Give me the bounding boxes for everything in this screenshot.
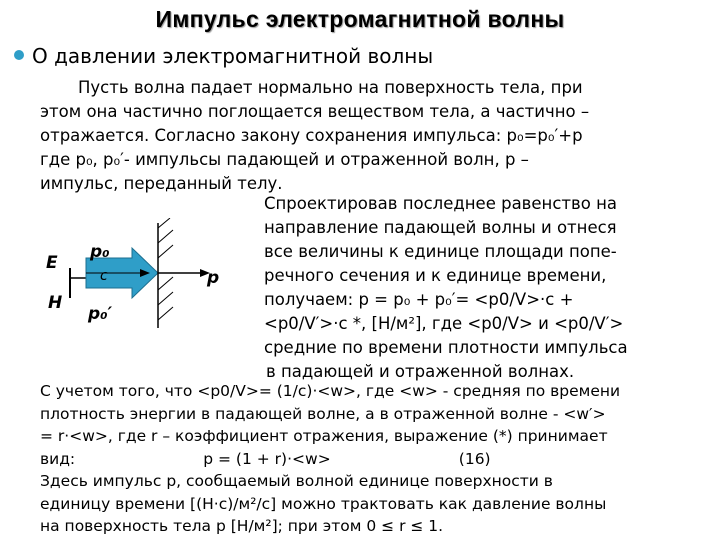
bullet-heading xyxy=(14,44,433,68)
paragraph-1-line: импульс, переданный телу. xyxy=(40,174,283,193)
label-c: c xyxy=(100,268,108,284)
paragraph-1-line: этом она частично поглощается веществом тела, а частично – xyxy=(40,102,590,121)
paragraph-2-line: речного сечения и к единице времени, xyxy=(264,266,607,285)
paragraph-3-line: вид: p = (1 + r)·<w> (16) xyxy=(40,449,491,468)
paragraph-3-line: на поверхность тела p [Н/м²]; при этом 0 ≤ r ≤ 1. xyxy=(40,517,444,535)
paragraph-1 xyxy=(40,76,672,196)
paragraph-3-line: С учетом того, что <p0/V>= (1/c)·<w>, где <w> - средняя по времени xyxy=(40,382,621,400)
paragraph-1-line: где p₀, p₀′- импульсы падающей и отраженной волн, p – xyxy=(40,150,529,169)
label-p: p xyxy=(207,268,220,288)
bullet-dot-icon xyxy=(14,50,24,60)
label-p0: p₀ xyxy=(90,242,110,262)
paragraph-2-line: направление падающей волны и отнеся xyxy=(264,218,617,237)
paragraph-3-line: = r·<w>, где r – коэффициент отражения, выражение (*) принимает xyxy=(40,427,608,445)
paragraph-1-line: Пусть волна падает нормально на поверхность тела, при xyxy=(78,78,583,97)
bullet-heading-text: О давлении электромагнитной волны xyxy=(32,44,434,68)
paragraph-3 xyxy=(40,380,700,538)
paragraph-2-line: все величины к единице площади попе- xyxy=(264,242,617,261)
label-p0-prime: p₀′ xyxy=(88,304,113,324)
label-e: E xyxy=(46,253,58,273)
surface-hatching xyxy=(158,218,173,320)
paragraph-2-line: получаем: p = p₀ + p₀′= <p0/V>·c + xyxy=(264,290,574,309)
slide-title: Импульс электромагнитной волны xyxy=(155,6,565,32)
paragraph-3-line: Здесь импульс p, сообщаемый волной единице поверхности в xyxy=(40,472,553,490)
paragraph-3-line: единицу времени [(Н·с)/м²/с] можно трактовать как давление волны xyxy=(40,494,607,513)
paragraph-2-line: средние по времени плотности импульса xyxy=(264,338,628,357)
wave-figure xyxy=(40,218,250,338)
paragraph-2-line: в падающей и отраженной волнах. xyxy=(266,362,575,381)
paragraph-2-line: <p0/V′>·c *, [Н/м²], где <p0/V> и <p0/V′> xyxy=(264,314,624,333)
paragraph-2-line: Спроектировав последнее равенство на xyxy=(264,194,617,213)
paragraph-2 xyxy=(264,192,700,384)
paragraph-1-line: отражается. Согласно закону сохранения импульса: p₀=p₀′+p xyxy=(40,126,583,145)
paragraph-3-line: плотность энергии в падающей волне, а в отраженной волне - <w′> xyxy=(40,404,606,423)
label-h: H xyxy=(48,293,63,313)
